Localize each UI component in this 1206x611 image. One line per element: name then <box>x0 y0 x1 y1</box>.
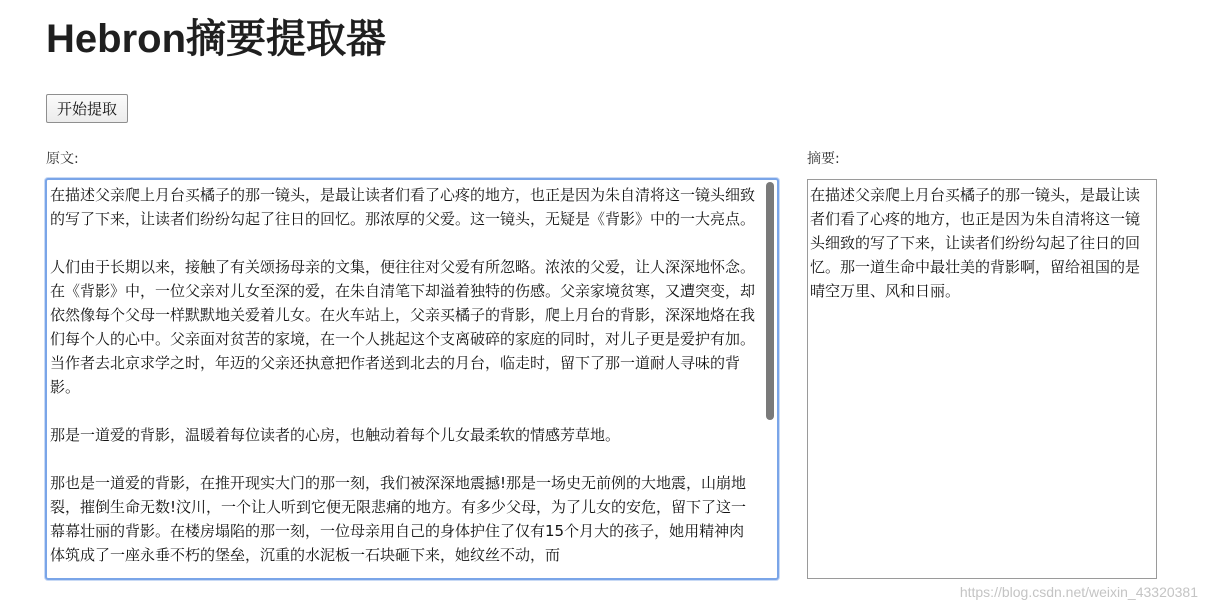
original-label: 原文: <box>46 151 79 167</box>
summary-text-content[interactable]: 在描述父亲爬上月台买橘子的那一镜头，是最让读者们看了心疼的地方，也正是因为朱自清将这一镜头细致的写了下来，让读者们纷纷勾起了往日的回忆。那一道生命中最壮美的背影啊，留给祖国的是晴空万里、风和日丽。 <box>810 186 1141 300</box>
original-scrollbar[interactable] <box>765 182 775 576</box>
summary-label: 摘要: <box>807 151 840 167</box>
original-text-content[interactable]: 在描述父亲爬上月台买橘子的那一镜头，是最让读者们看了心疼的地方，也正是因为朱自清将这一镜头细致的写了下来，让读者们纷纷勾起了往日的回忆。那浓厚的父爱。这一镜头，无疑是《背影》中的一大亮点。 人们由于长期以来，接触了有关颂扬母亲的文集，便往往对父爱有所忽略。浓浓的父爱，让人深深地怀念。在《背影》中，一位父亲对儿女至深的爱，在朱自清笔下却溢着独特的伤感。父亲家境贫寒，又遭突变，却依然像每个父母一样默默地关爱着儿女。在火车站上，父亲买橘子的背影，爬上月台的背影，深深地烙在我们每个人的心中。父亲面对贫苦的家境，在一个人挑起这个支离破碎的家庭的同时，对儿子更是爱护有加。当作者去北京求学之时，年迈的父亲还执意把作者送到北去的月台，临走时，留下了那一道耐人寻味的背影。 那是一道爱的背影，温暖着每位读者的心房，也触动着每个儿女最柔软的情感芳草地。 那也是一道爱的背影，在推开现实大门的那一刻，我们被深深地震撼!那是一场史无前例的大地震，山崩地裂，摧倒生命无数!汶川，一个让人听到它便无限悲痛的地方。有多少父母，为了儿女的安危，留下了这一幕幕壮丽的背影。在楼房塌陷的那一刻，一位母亲用自己的身体护住了仅有15个月大的孩子，她用精神肉体筑成了一座永垂不朽的堡垒，沉重的水泥板一石块砸下来，她纹丝不动，而 <box>50 186 756 564</box>
start-extract-button[interactable]: 开始提取 <box>46 94 128 123</box>
original-scrollbar-thumb[interactable] <box>766 182 774 420</box>
original-textarea[interactable] <box>45 178 779 580</box>
watermark: https://blog.csdn.net/weixin_43320381 <box>959 584 1198 600</box>
summary-textarea[interactable] <box>807 179 1157 579</box>
page-title: Hebron摘要提取器 <box>46 17 386 61</box>
